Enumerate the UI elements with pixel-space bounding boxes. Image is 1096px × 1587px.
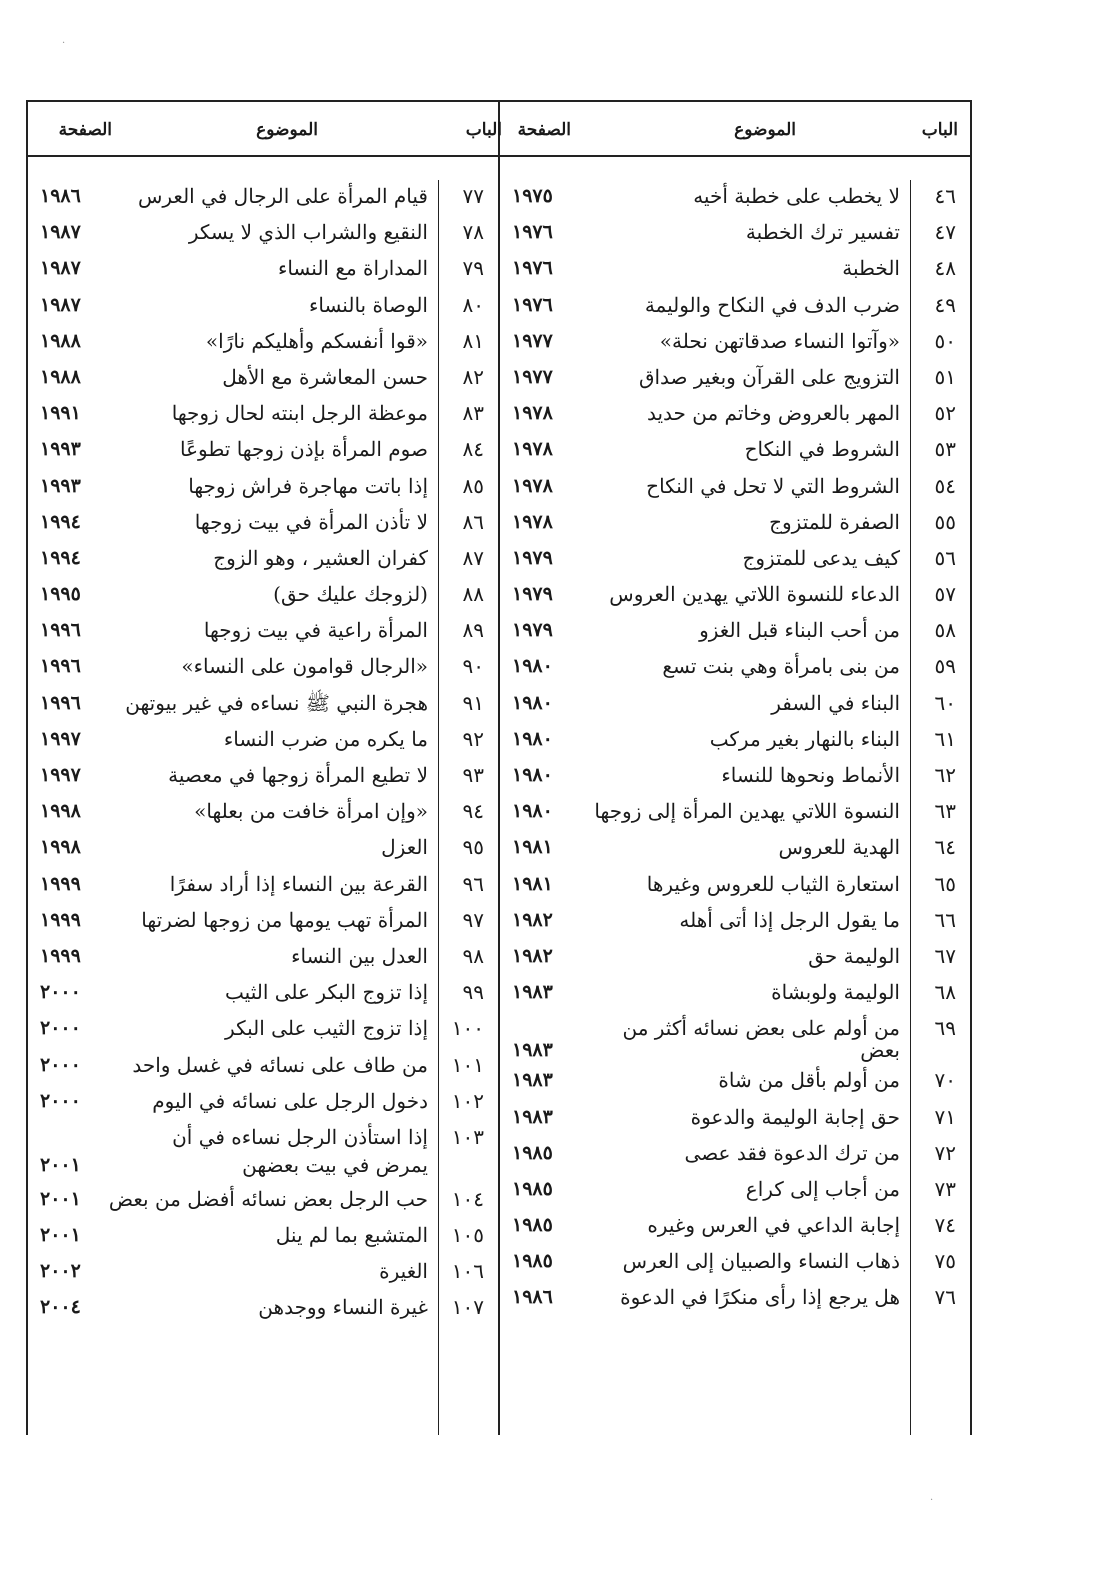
page-number: ١٩٩٦	[40, 619, 81, 642]
topic-title: موعظة الرجل ابنته لحال زوجها	[171, 401, 428, 426]
topic-title: المرأة راعية في بيت زوجها	[203, 618, 428, 643]
index-row	[28, 250, 498, 286]
index-row	[28, 395, 498, 431]
index-row	[28, 829, 498, 865]
index-row	[28, 938, 498, 974]
page-number: ٢٠٠٠	[40, 1017, 81, 1040]
index-row	[500, 866, 970, 902]
bab-number: ٦٥	[934, 871, 956, 896]
bab-number: ٦٩	[934, 1016, 956, 1041]
topic-title: الوليمة حق	[808, 943, 900, 968]
topic-title: المتشبع بما لم ينل	[275, 1223, 428, 1248]
topic-title: الغيرة	[379, 1259, 428, 1284]
page-number: ١٩٨٣	[512, 1069, 553, 1092]
index-row	[28, 214, 498, 250]
index-row	[28, 721, 498, 757]
index-row	[500, 431, 970, 467]
page-number: ١٩٩٨	[40, 836, 81, 859]
index-row	[500, 1062, 970, 1098]
topic-title: العزل	[381, 835, 428, 860]
header-page-left: الصفحة	[58, 120, 112, 140]
index-row	[500, 938, 970, 974]
page-number: ١٩٧٥	[512, 185, 553, 207]
topic-title: حق إجابة الوليمة والدعوة	[690, 1104, 900, 1129]
index-row	[500, 504, 970, 540]
bab-number: ٧٤	[934, 1213, 956, 1238]
bab-number: ٩٦	[462, 871, 484, 896]
page-number: ١٩٨٠	[512, 655, 553, 678]
page-number: ١٩٨١	[512, 836, 553, 859]
topic-title: تفسير ترك الخطبة	[745, 220, 900, 245]
bab-number: ٦٤	[934, 835, 956, 860]
page-number: ١٩٩٩	[40, 944, 81, 967]
topic-title: إذا تزوج البكر على الثيب	[225, 980, 428, 1005]
index-row	[28, 648, 498, 684]
page-number: ١٩٩٧	[40, 727, 81, 750]
header-bab-right: الباب	[921, 120, 958, 140]
page-number: ٢٠٠١	[40, 1153, 81, 1176]
page-number: ١٩٧٨	[512, 438, 553, 461]
topic-title: ما يقول الرجل إذا أتى أهله	[679, 907, 900, 932]
page-number: ٢٠٠٠	[40, 981, 81, 1004]
topic-title: المرأة تهب يومها من زوجها لضرتها	[141, 907, 428, 932]
index-row	[500, 757, 970, 793]
topic-title: حب الرجل بعض نسائه أفضل من بعض	[108, 1186, 428, 1211]
bab-number: ١٠٦	[451, 1259, 484, 1284]
bab-number: ٥١	[934, 364, 956, 389]
topic-title: «الرجال قوامون على النساء»	[181, 654, 428, 679]
page-number: ١٩٩٨	[40, 800, 81, 823]
bab-number: ٩٠	[462, 654, 484, 679]
topic-title: لا تطيع المرأة زوجها في معصية	[168, 763, 428, 787]
index-row	[28, 468, 498, 504]
topic-title: ذهاب النساء والصبيان إلى العرس	[622, 1249, 900, 1274]
index-row	[28, 902, 498, 938]
topic-title: من أجاب إلى كراع	[745, 1176, 900, 1201]
bab-number: ٥٧	[934, 582, 956, 607]
bab-number: ٥٨	[934, 618, 956, 643]
topic-title: إذا تزوج الثيب على البكر	[225, 1016, 428, 1041]
bab-number: ٧٩	[462, 256, 484, 281]
topic-title: (لزوجك عليك حق)	[273, 582, 428, 607]
bab-number: ٧١	[934, 1104, 956, 1129]
page-corner-mark: ·	[62, 38, 66, 49]
bab-number: ١٠١	[451, 1052, 484, 1077]
bab-number: ٤٩	[934, 292, 956, 317]
topic-title: هل يرجع إذا رأى منكرًا في الدعوة	[620, 1285, 900, 1310]
index-row	[500, 1243, 970, 1279]
page-number: ١٩٧٧	[512, 365, 553, 388]
page-corner-mark: ·	[930, 1495, 934, 1506]
index-row	[500, 287, 970, 323]
bab-number: ٩٧	[462, 907, 484, 932]
topic-title: البناء في السفر	[771, 690, 900, 715]
topic-title: صوم المرأة بإذن زوجها تطوعًا	[180, 437, 428, 462]
topic-title: الوليمة ولوبشاة	[771, 980, 900, 1005]
index-row	[28, 1181, 498, 1217]
bab-number: ٩٨	[462, 943, 484, 968]
bab-number: ٧٠	[934, 1068, 956, 1093]
bab-number: ١٠٧	[451, 1295, 484, 1320]
page-number: ١٩٧٩	[512, 619, 553, 642]
bab-number: ٨٠	[462, 292, 484, 317]
bab-number: ٦٦	[934, 907, 956, 932]
index-row	[500, 1135, 970, 1171]
topic-title: هجرة النبي ﷺ نساءه في غير بيوتهن	[125, 690, 428, 715]
page-number: ١٩٨٨	[40, 365, 81, 388]
bab-number: ٥٣	[934, 437, 956, 462]
topic-title: من أحب البناء قبل الغزو	[699, 618, 900, 643]
page-number: ١٩٨٥	[512, 1250, 553, 1273]
topic-title: كيف يدعى للمتزوج	[742, 545, 900, 570]
index-row	[500, 793, 970, 829]
topic-title: ضرب الدف في النكاح والوليمة	[644, 292, 900, 317]
page-number: ١٩٨٠	[512, 691, 553, 714]
bab-number: ٨٣	[462, 401, 484, 426]
topic-title: إجابة الداعي في العرس وغيره	[647, 1213, 900, 1238]
page-number: ٢٠٠٠	[40, 1089, 81, 1112]
index-row	[28, 178, 498, 214]
header-page-right: الصفحة	[517, 120, 571, 140]
page-number: ٢٠٠٤	[40, 1296, 81, 1319]
index-row	[500, 648, 970, 684]
left-column	[28, 178, 498, 1326]
page-number: ١٩٨٧	[40, 257, 81, 280]
bab-number: ٩٢	[462, 726, 484, 751]
index-row	[500, 1279, 970, 1315]
bab-number: ٩١	[462, 690, 484, 715]
right-column	[500, 178, 970, 1316]
index-row	[28, 757, 498, 793]
index-row	[28, 504, 498, 540]
page-number: ١٩٨٨	[40, 329, 81, 352]
index-row	[500, 1171, 970, 1207]
bab-number: ٩٣	[462, 763, 484, 787]
page-number: ١٩٧٩	[512, 583, 553, 606]
index-row	[28, 287, 498, 323]
page-number: ١٩٨٧	[40, 293, 81, 316]
index-row	[500, 323, 970, 359]
page-number: ١٩٨٥	[512, 1141, 553, 1164]
topic-title: دخول الرجل على نسائه في اليوم	[152, 1088, 428, 1113]
topic-title: بعض	[860, 1038, 900, 1063]
index-row	[500, 468, 970, 504]
index-row	[28, 1010, 498, 1046]
topic-title: القرعة بين النساء إذا أراد سفرًا	[169, 871, 428, 896]
page-number: ١٩٨٠	[512, 764, 553, 786]
page-number: ١٩٨٦	[40, 185, 81, 207]
page-number: ١٩٩١	[40, 402, 81, 425]
topic-title: يمرض في بيت بعضهن	[242, 1152, 428, 1177]
page-number: ١٩٩٧	[40, 764, 81, 786]
topic-title: الأنماط ونحوها للنساء	[721, 763, 900, 787]
index-row	[28, 540, 498, 576]
index-row	[500, 902, 970, 938]
index-row	[500, 1207, 970, 1243]
bab-number: ٩٩	[462, 980, 484, 1005]
bab-number: ٨١	[462, 328, 484, 353]
topic-title: العدل بين النساء	[291, 943, 428, 968]
index-row	[500, 685, 970, 721]
bab-number: ٥٦	[934, 545, 956, 570]
page-number: ٢٠٠١	[40, 1187, 81, 1210]
page-number: ١٩٩٦	[40, 691, 81, 714]
topic-title: الصفرة للمتزوج	[769, 509, 900, 534]
topic-title: الدعاء للنسوة اللاتي يهدين العروس	[609, 582, 900, 607]
topic-title: الخطبة	[842, 256, 900, 281]
index-row	[500, 395, 970, 431]
topic-title: حسن المعاشرة مع الأهل	[222, 364, 428, 389]
bab-number: ٨٧	[462, 545, 484, 570]
bab-number: ١٠٥	[451, 1223, 484, 1248]
topic-title: الشروط التي لا تحل في النكاح	[646, 473, 900, 498]
topic-title: من أولم بأقل من شاة	[718, 1068, 900, 1093]
topic-title: من بنى بامرأة وهي بنت تسع	[662, 654, 900, 679]
page-number: ١٩٨٢	[512, 944, 553, 967]
bab-number: ١٠٢	[451, 1088, 484, 1113]
bab-number: ٧٢	[934, 1140, 956, 1165]
bab-number: ٧٦	[934, 1285, 956, 1310]
topic-title: النقيع والشراب الذي لا يسكر	[188, 220, 428, 245]
page-number: ١٩٧٨	[512, 402, 553, 425]
page-number: ١٩٧٦	[512, 221, 553, 244]
index-row	[500, 214, 970, 250]
index-row	[28, 1147, 498, 1181]
topic-title: التزويج على القرآن وبغير صداق	[638, 364, 900, 389]
index-row	[500, 829, 970, 865]
bab-number: ٨٥	[462, 473, 484, 498]
bab-number: ٨٢	[462, 364, 484, 389]
page-number: ١٩٨٥	[512, 1177, 553, 1200]
index-row	[28, 866, 498, 902]
index-row	[28, 1253, 498, 1289]
topic-title: استعارة الثياب للعروس وغيرها	[646, 871, 900, 896]
page-number: ١٩٨٣	[512, 1105, 553, 1128]
index-row	[500, 1099, 970, 1135]
page-number: ١٩٧٨	[512, 510, 553, 533]
index-row	[500, 178, 970, 214]
index-row	[28, 323, 498, 359]
index-row	[28, 1119, 498, 1147]
index-row	[28, 793, 498, 829]
topic-title: من طاف على نسائه في غسل واحد	[132, 1052, 428, 1077]
page-number: ١٩٨٦	[512, 1286, 553, 1309]
page-number: ١٩٨٢	[512, 908, 553, 931]
page-number: ١٩٧٨	[512, 474, 553, 497]
topic-title: الهدية للعروس	[778, 835, 900, 860]
index-row	[500, 612, 970, 648]
topic-title: البناء بالنهار بغير مركب	[709, 726, 900, 751]
topic-title: الشروط في النكاح	[744, 437, 900, 462]
index-row	[28, 612, 498, 648]
page-number: ٢٠٠٢	[40, 1260, 81, 1283]
bab-number: ٥٢	[934, 401, 956, 426]
index-row	[28, 1083, 498, 1119]
page-number: ١٩٨٣	[512, 981, 553, 1004]
index-row	[500, 576, 970, 612]
bab-number: ٧٨	[462, 220, 484, 245]
page-number: ١٩٧٦	[512, 257, 553, 280]
index-row	[28, 1289, 498, 1325]
topic-title: من أولم على بعض نسائه أكثر من	[622, 1016, 900, 1041]
header-topic-right: الموضوع	[734, 120, 796, 140]
page-number: ١٩٩٦	[40, 655, 81, 678]
bab-number: ٨٨	[462, 582, 484, 607]
index-row	[500, 974, 970, 1010]
page-number: ٢٠٠١	[40, 1224, 81, 1247]
bab-number: ٧٧	[462, 184, 484, 208]
index-row	[28, 685, 498, 721]
bab-number: ٧٣	[934, 1176, 956, 1201]
page-number: ١٩٧٩	[512, 546, 553, 569]
page-number: ١٩٨١	[512, 872, 553, 895]
index-row	[28, 974, 498, 1010]
topic-title: غيرة النساء ووجدهن	[258, 1295, 428, 1320]
bab-number: ٦٨	[934, 980, 956, 1005]
topic-title: من ترك الدعوة فقد عصى	[684, 1140, 900, 1165]
bab-number: ٦٠	[934, 690, 956, 715]
topic-title: «وآتوا النساء صدقاتهن نحلة»	[659, 328, 900, 353]
topic-title: إذا باتت مهاجرة فراش زوجها	[188, 473, 428, 498]
page-number: ١٩٩٤	[40, 546, 81, 569]
header-bab-left: الباب	[465, 120, 502, 140]
index-row	[500, 1032, 970, 1062]
topic-title: النسوة اللاتي يهدين المرأة إلى زوجها	[594, 799, 900, 824]
topic-title: «قوا أنفسكم وأهليكم نارًا»	[205, 328, 428, 353]
topic-title: الوصاة بالنساء	[308, 292, 428, 317]
bab-number: ١٠٠	[451, 1016, 484, 1041]
page-number: ١٩٩٥	[40, 583, 81, 606]
bab-number: ٨٤	[462, 437, 484, 462]
bab-number: ٥٤	[934, 473, 956, 498]
bab-number: ٩٥	[462, 835, 484, 860]
index-row	[28, 1047, 498, 1083]
page-number: ١٩٩٣	[40, 474, 81, 497]
bab-number: ٦١	[934, 726, 956, 751]
bab-number: ٨٩	[462, 618, 484, 643]
index-row	[500, 540, 970, 576]
bab-number: ١٠٤	[451, 1186, 484, 1211]
bab-number: ٥٥	[934, 509, 956, 534]
topic-title: إذا استأذن الرجل نساءه في أن	[172, 1124, 428, 1149]
bab-number: ٨٦	[462, 509, 484, 534]
bab-number: ٦٧	[934, 943, 956, 968]
topic-title: ما يكره من ضرب النساء	[223, 726, 428, 751]
page-number: ١٩٨٧	[40, 221, 81, 244]
bab-number: ٤٨	[934, 256, 956, 281]
page-number: ١٩٨٣	[512, 1039, 553, 1062]
index-row	[500, 250, 970, 286]
page-number: ١٩٨٠	[512, 727, 553, 750]
bab-number: ٩٤	[462, 799, 484, 824]
index-row	[28, 359, 498, 395]
page-number: ١٩٩٩	[40, 908, 81, 931]
page-number: ١٩٩٤	[40, 510, 81, 533]
bab-number: ١٠٣	[451, 1124, 484, 1149]
topic-title: المهر بالعروض وخاتم من حديد	[646, 401, 900, 426]
index-row	[28, 1217, 498, 1253]
topic-title: لا تأذن المرأة في بيت زوجها	[194, 509, 428, 534]
bab-number: ٦٢	[934, 763, 956, 787]
index-row	[500, 1010, 970, 1041]
bab-number: ٤٧	[934, 220, 956, 245]
page-number: ١٩٨٠	[512, 800, 553, 823]
bab-number: ٥٩	[934, 654, 956, 679]
bab-number: ٧٥	[934, 1249, 956, 1274]
bab-number: ٦٣	[934, 799, 956, 824]
bab-number: ٤٦	[934, 184, 956, 208]
topic-title: كفران العشير ، وهو الزوج	[213, 545, 428, 570]
header-topic-left: الموضوع	[256, 120, 318, 140]
topic-title: لا يخطب على خطبة أخيه	[693, 184, 900, 208]
page-number: ١٩٧٦	[512, 293, 553, 316]
topic-title: قيام المرأة على الرجال في العرس	[137, 184, 428, 208]
page-number: ١٩٨٥	[512, 1214, 553, 1237]
page-number: ١٩٩٩	[40, 872, 81, 895]
bab-number: ٥٠	[934, 328, 956, 353]
index-row	[500, 721, 970, 757]
topic-title: المداراة مع النساء	[277, 256, 428, 281]
page-number: ١٩٩٣	[40, 438, 81, 461]
page-number: ١٩٧٧	[512, 329, 553, 352]
index-row	[500, 359, 970, 395]
topic-title: «وإن امرأة خافت من بعلها»	[194, 799, 428, 824]
page-number: ٢٠٠٠	[40, 1053, 81, 1076]
index-row	[28, 576, 498, 612]
index-row	[28, 431, 498, 467]
